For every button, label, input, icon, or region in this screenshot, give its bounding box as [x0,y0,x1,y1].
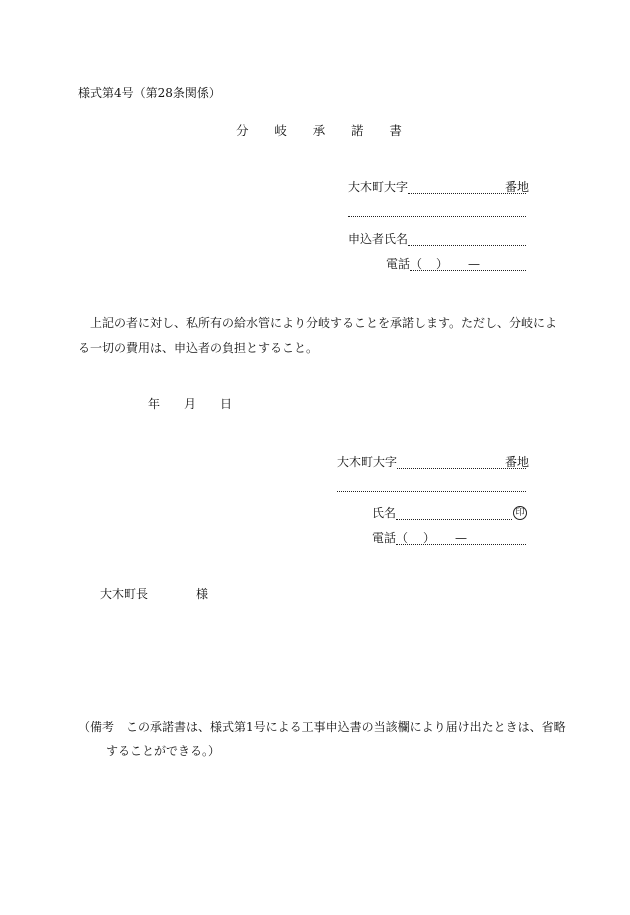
consenter-address-suffix: 番地 [505,455,530,469]
body-line-2: る一切の費用は、申込者の負担とすること。 [78,341,319,355]
applicant-address-prefix: 大木町大字 [348,180,409,194]
note-line-1: （備考 この承諾書は、様式第1号による工事申込書の当該欄により届け出たときは、省略 [78,720,566,734]
consenter-phone-dash: — [455,531,467,545]
applicant-phone-line[interactable] [410,270,526,271]
title-char: 岐 [274,123,287,138]
consenter-address-prefix: 大木町大字 [337,455,398,469]
consenter-name-line[interactable] [396,519,512,520]
applicant-name-line[interactable] [408,245,526,246]
document-title [236,123,424,139]
consenter-name-label: 氏名 [372,506,397,520]
applicant-address-line-2[interactable] [348,216,526,217]
date-month: 月 [184,397,197,411]
title-char: 書 [389,123,402,138]
note-line-2: することができる。） [106,744,221,758]
consenter-phone-close: ） [423,531,436,545]
body-line-1: 上記の者に対し、私所有の給水管により分岐することを承諾します。ただし、分岐によ [90,316,558,330]
title-char: 承 [312,123,326,138]
title-char: 分 [236,123,249,138]
date-year: 年 [148,397,161,411]
seal-mark: 印 [513,506,527,520]
consenter-phone-label: 電話（ [372,531,409,545]
applicant-name-label: 申込者氏名 [348,232,409,246]
applicant-phone-dash: — [468,257,480,271]
addressee-honorific: 様 [196,587,209,601]
addressee-name: 大木町長 [100,587,149,601]
title-char: 諾 [351,123,364,138]
date-day: 日 [220,397,233,411]
consenter-phone-line[interactable] [396,544,526,545]
applicant-address-suffix: 番地 [505,180,530,194]
applicant-phone-label: 電話（ [386,257,423,271]
applicant-phone-close: ） [436,257,449,271]
form-number: 様式第4号（第28条関係） [78,86,221,100]
consenter-address-line-2[interactable] [337,491,526,492]
